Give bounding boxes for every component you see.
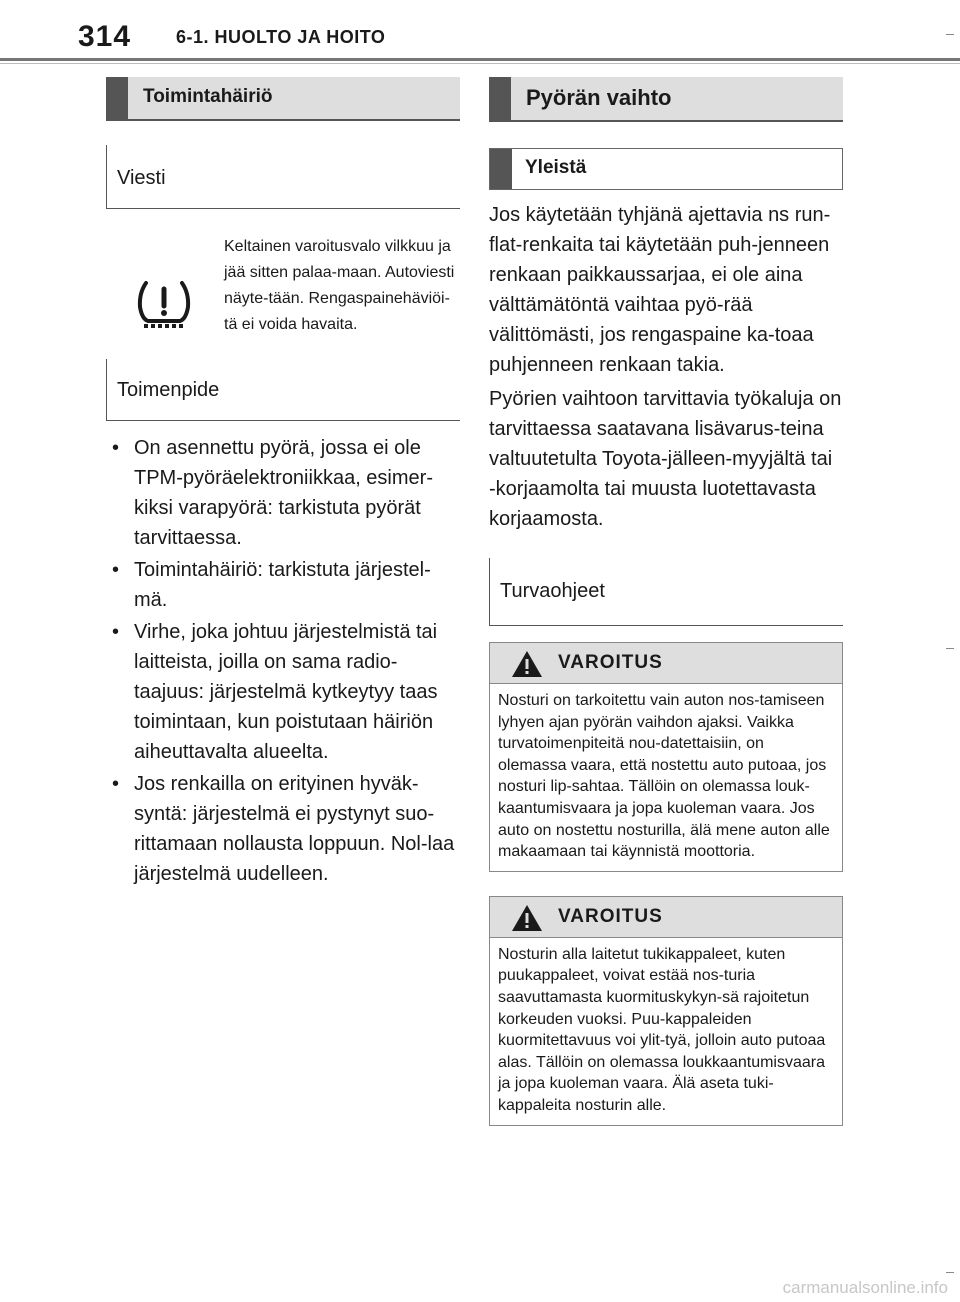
- margin-tick: [946, 1272, 954, 1273]
- message-text: Keltainen varoitusvalo vilkkuu ja jää sitten palaa-maan. Autoviesti näyte-tään. Rengaspainehäviöi-tä ei voida havaita.: [224, 238, 455, 333]
- warning-label: VAROITUS: [558, 652, 663, 673]
- warning-text: Nosturin alla laitetut tukikappaleet, kuten puukappaleet, voivat estää nos-turia saavuttamasta kuormituskykyn-sä rajoitetun korkeuden vuoksi. Puu-kappaleiden kuormitettavuus voi ylit-tyä, jolloin auto putoaa alas. Tällöin on olemassa loukkaantumisvaara ja jopa kuoleman vaara. Älä aseta tuki-kappaleita nosturin alle.: [498, 945, 826, 1114]
- list-item: • On asennettu pyörä, jossa ei ole TPM-pyöräelektroniikkaa, esimer-kiksi varapyörä: tarkistuta pyörät tarvittaessa.: [106, 433, 460, 553]
- warning-text: Nosturi on tarkoitettu vain auton nos-tamiseen lyhyen ajan pyörän vaihdon ajaksi. Vaikka turvatoimenpiteitä nou-datettaisiin, on olemassa vaara, että nostettu auto putoaa, jos nosturi lip-sahtaa. Tällöin on olemassa louk-kaantumisvaara ja jopa kuoleman vaara. Jos auto on nostettu nosturilla, älä mene auton alle makaamaan tai käynnistä moottoria.: [498, 692, 830, 861]
- header-rule: [0, 58, 960, 61]
- message-row: [106, 209, 460, 359]
- action-label: Toimenpide: [106, 359, 460, 421]
- margin-tick: [946, 648, 954, 649]
- warning-triangle-icon: [510, 903, 544, 933]
- heading-marker: [106, 77, 128, 119]
- list-item: • Jos renkailla on erityinen hyväk-syntä: järjestelmä ei pystynyt suo-rittamaan nollausta loppuun. Nol-laa järjestelmä uudelleen.: [106, 769, 460, 889]
- page-header: [0, 0, 960, 64]
- message-label: Viesti: [106, 145, 460, 209]
- left-column: [106, 77, 460, 891]
- section-title: Pyörän vaihto: [526, 85, 672, 110]
- section-title: Toimintahäiriö: [143, 86, 273, 107]
- section-heading-wheel-change: [489, 77, 843, 122]
- action-list: [106, 433, 460, 889]
- subheading-general: [489, 148, 843, 190]
- list-item: • Toimintahäiriö: tarkistuta järjestel-mä.: [106, 555, 460, 615]
- warning-header: [490, 897, 842, 938]
- paragraph: Jos käytetään tyhjänä ajettavia ns run-flat-renkaita tai käytetään puh-jenneen renkaan paikkaussarjaa, ei ole aina välttämätöntä vaihtaa pyö-rää välittömästi, jos rengaspaine ka-toaa puhjenneen renkaan takia.: [489, 204, 831, 376]
- watermark: carmanualsonline.info: [782, 1278, 948, 1297]
- section-heading-malfunction: [106, 77, 460, 121]
- page-number: 314: [78, 20, 132, 53]
- heading-marker: [490, 149, 512, 189]
- warning-box: [489, 642, 843, 872]
- warning-header: [490, 643, 842, 684]
- warning-label: VAROITUS: [558, 905, 663, 927]
- paragraph: Pyörien vaihtoon tarvittavia työkaluja on tarvittaessa saatavana lisävarus-teina valtuutetulta Toyota-jälleen-myyjältä tai -korjaamolta tai muusta luotettavasta korjaamosta.: [489, 388, 842, 530]
- warning-triangle-icon: [510, 649, 544, 679]
- tpms-warning-icon: [136, 279, 192, 329]
- warning-box: [489, 896, 843, 1126]
- chapter-title: 6-1. HUOLTO JA HOITO: [176, 27, 386, 47]
- heading-marker: [489, 77, 511, 120]
- safety-label: Turvaohjeet: [489, 558, 843, 626]
- subheading-title: Yleistä: [525, 157, 587, 178]
- list-item: • Virhe, joka johtuu järjestelmistä tai laitteista, joilla on sama radio-taajuus: järjestelmä kytkeytyy taas toimintaan, kun poistutaan häiriön aiheuttavalta alueelta.: [106, 617, 460, 767]
- margin-tick: [946, 34, 954, 35]
- right-column: [489, 77, 843, 1126]
